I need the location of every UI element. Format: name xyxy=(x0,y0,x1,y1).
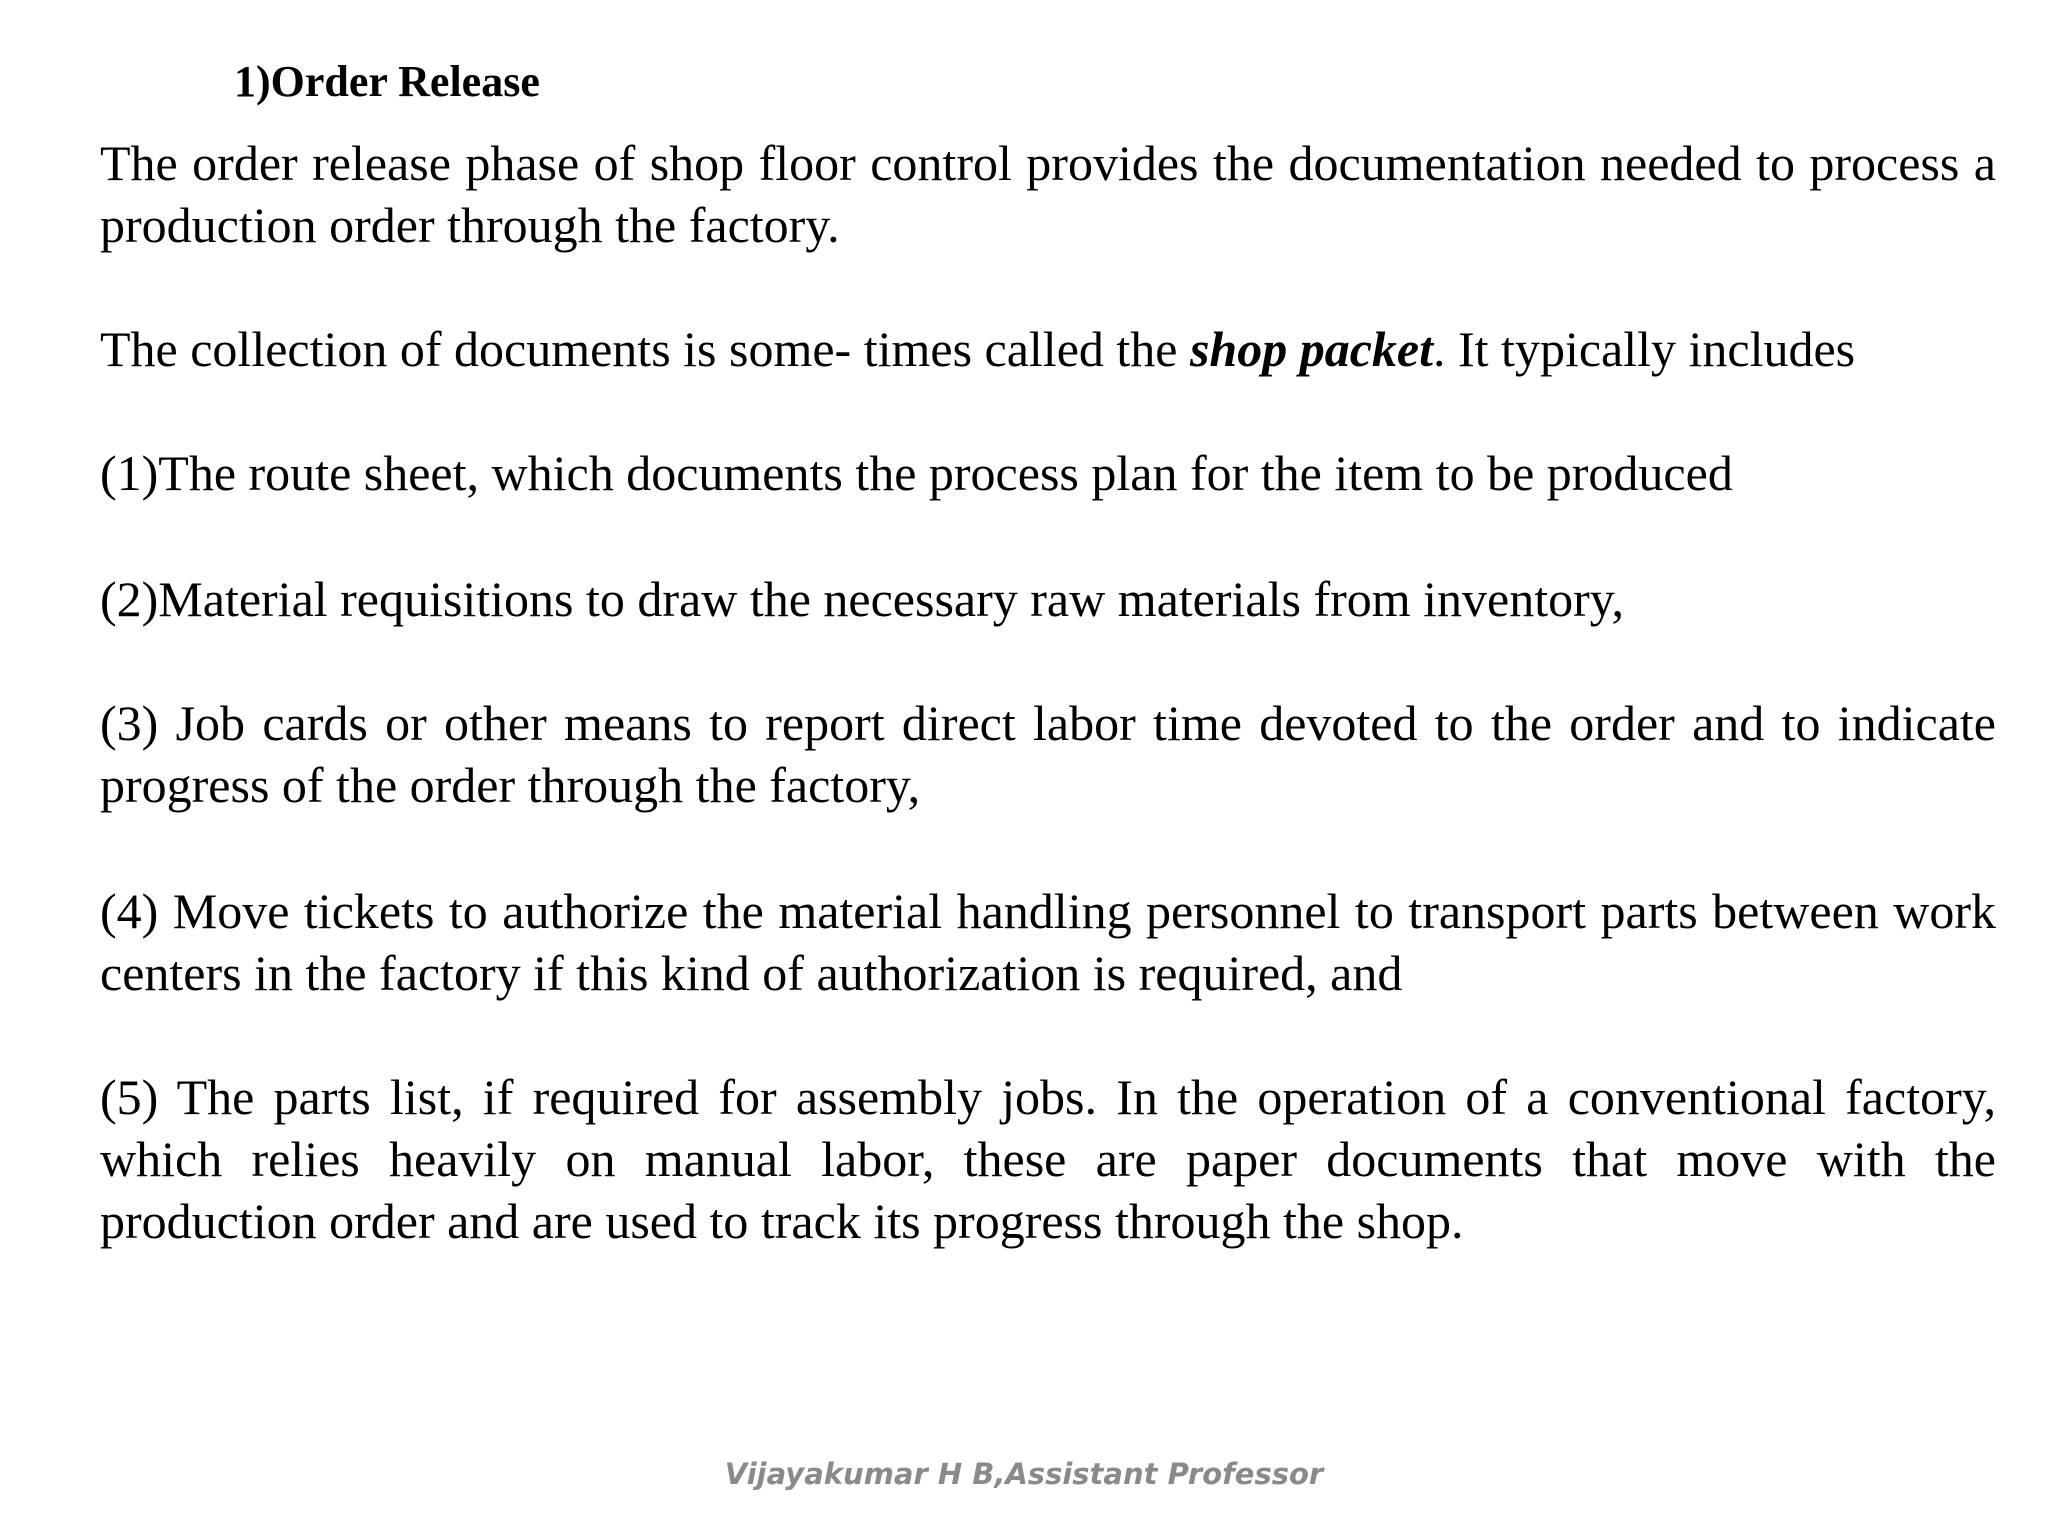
list-item-material-requisitions: (2)Material requisitions to draw the necessary raw materials from inventory, xyxy=(100,571,1625,627)
footer-author: Vijayakumar H B,Assistant Professor xyxy=(724,1457,1324,1491)
list-item-job-cards: (3) Job cards or other means to report direct labor time devoted to the order and to indicate progress of the order through the factory, xyxy=(100,695,1996,813)
list-item-move-tickets: (4) Move tickets to authorize the material handling personnel to transport parts between work centers in the factory if this kind of authorization is required, and xyxy=(100,883,1996,1001)
shop-packet-text-before: The collection of documents is some- times called the xyxy=(100,321,1190,377)
list-item-route-sheet: (1)The route sheet, which documents the process plan for the item to be produced xyxy=(100,445,1733,501)
shop-packet-paragraph xyxy=(100,318,1996,380)
section-heading: 1)Order Release xyxy=(234,57,540,106)
shop-packet-term: shop packet xyxy=(1189,321,1434,377)
shop-packet-text-after: . It typically includes xyxy=(1433,321,1856,377)
intro-paragraph: The order release phase of shop floor control provides the documentation needed to process a production order through the factory. xyxy=(100,135,1996,253)
list-item-parts-list: (5) The parts list, if required for assembly jobs. In the operation of a conventional factory, which relies heavily on manual labor, these are paper documents that move with the production order and are used to track its progress through the shop. xyxy=(100,1069,1996,1249)
